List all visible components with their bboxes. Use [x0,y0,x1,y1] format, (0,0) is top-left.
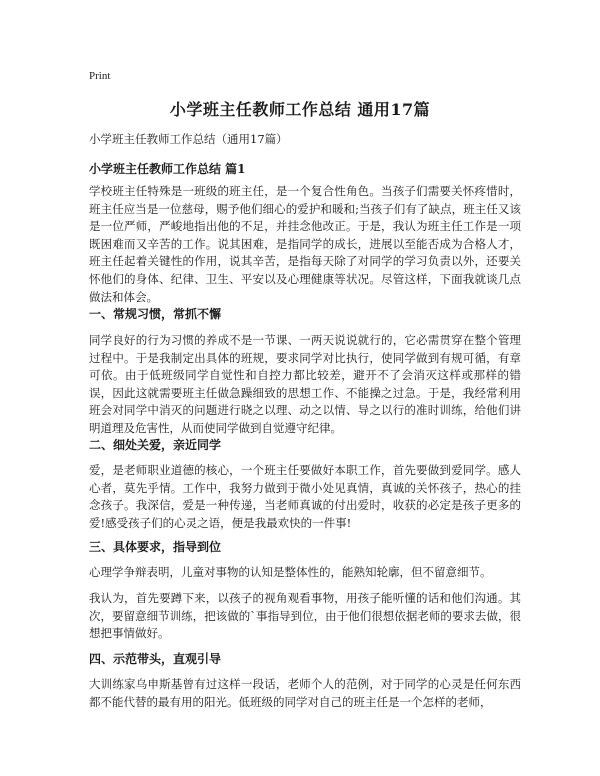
document-title: 小学班主任教师工作总结 通用17篇 [169,100,431,119]
print-link[interactable]: Print [89,70,111,82]
intro-paragraph: 学校班主任特殊是一班级的班主任，是一个复合性角色。当孩子们需要关怀疼惜时，班主任应当是一位慈母，赐予他们细心的爱护和暖和;当孩子们有了缺点，班主任又该是一位严师，严峻地指出他的不足，并挂念他改正。于是，我认为班主任工作是一项既困难而又辛苦的工作。说其困难，是指同学的成长，进展以至能否成为合格人才，班主任起着关键性的作用，说其辛苦，是指每天除了对同学的学习负责以外，还要关怀他们的身体、纪律、卫生、平安以及心理健康等状况。尽管这样，下面我就谈几点做法和体会。 [89,184,521,304]
section-paragraph: 我认为，首先要蹲下来，以孩子的视角观看事物，用孩子能听懂的话和他们沟通。其次，要留意细节训练，把该做的`事指导到位，由于他们很想依据老师的要求去做，很想把事情做好。 [89,591,521,641]
section-heading: 四、示范带头，直观引导 [89,652,222,666]
section-paragraph: 爱，是老师职业道德的核心，一个班主任要做好本职工作，首先要做到爱同学。感人心者，莫先乎情。工作中，我努力做到于微小处见真情，真诚的关怀孩子，热心的挂念孩子。我深信，爱是一种传递，当老师真诚的付出爱时，收获的必定是孩子更多的爱!感受孩子们的心灵之语，便是我最欢快的一件事! [89,463,521,530]
section-paragraph: 心理学争辩表明，儿童对事物的认知是整体性的，能熟知轮廓，但不留意细节。 [89,565,492,579]
section-paragraph: 大训练家乌申斯基曾有过这样一段话，老师个人的范例，对于同学的心灵是任何东西都不能代替的最有用的阳光。低班级的同学对自己的班主任是一个怎样的老师， [89,677,521,709]
section-paragraph: 同学良好的行为习惯的养成不是一节课、一两天说说就行的，它必需贯穿在整个管理过程中。于是我制定出具体的班规，要求同学对比执行，使同学做到有规可循，有章可依。由于低班级同学自觉性和自控力都比较差，避开不了会消灭这样或那样的错误，因此这就需要班主任做急躁细致的思想工作、不能操之过急。于是，我经常利用班会对同学中消灭的问题进行晓之以理、动之以情、导之以行的准时训练，给他们讲明道理及危害性，从而使同学做到自觉遵守纪律。 [89,333,521,435]
section-heading: 三、具体要求，指导到位 [89,540,222,554]
section-heading: 一、常规习惯，常抓不懈 [89,307,222,321]
section-heading: 二、细处关爱，亲近同学 [89,438,222,452]
document-subtitle: 小学班主任教师工作总结（通用17篇） [89,132,288,146]
article-heading: 小学班主任教师工作总结 篇1 [89,162,246,176]
